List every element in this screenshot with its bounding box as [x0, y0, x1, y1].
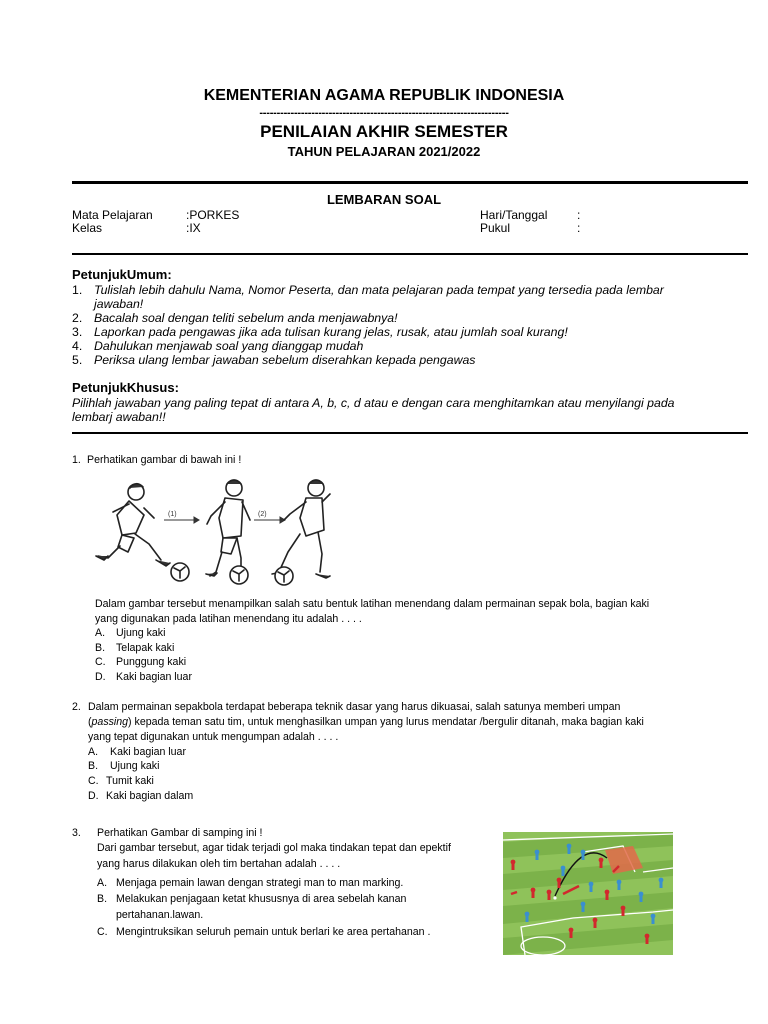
- list-number: 5.: [72, 353, 83, 367]
- option-letter: D.: [95, 671, 106, 683]
- list-number: 3.: [72, 325, 83, 339]
- special-instructions-line2: lembarj awaban!!: [72, 410, 166, 424]
- option-text: Menjaga pemain lawan dengan strategi man to man marking.: [116, 877, 404, 889]
- list-item: Dahulukan menjawab soal yang dianggap mudah: [94, 339, 364, 353]
- option-text: Kaki bagian luar: [110, 746, 186, 758]
- option-letter: A.: [97, 877, 108, 889]
- soccer-field-illustration: [503, 832, 673, 955]
- option-letter: B.: [88, 760, 99, 772]
- option-letter: C.: [97, 926, 108, 938]
- exam-title: PENILAIAN AKHIR SEMESTER: [260, 122, 508, 141]
- option-text: Mengintruksikan seluruh pemain untuk berlari ke area pertahanan .: [116, 926, 431, 938]
- time-value: :: [577, 221, 581, 235]
- class-label: Kelas: [72, 221, 103, 235]
- italic-term: passing: [91, 716, 129, 728]
- question-stem: Dari gambar tersebut, agar tidak terjadi gol maka tindakan tepat dan epektif: [97, 842, 451, 854]
- subject-label: Mata Pelajaran: [72, 208, 153, 222]
- option-letter: C.: [95, 656, 106, 668]
- special-instructions-line1: Pilihlah jawaban yang paling tepat di antara A, b, c, d atau e dengan cara menghitamkan atau menyilangi pada: [72, 396, 675, 410]
- question-stem: Dalam gambar tersebut menampilkan salah satu bentuk latihan menendang dalam permainan sepak bola, bagian kaki: [95, 598, 650, 610]
- question-number: 1.: [72, 454, 81, 466]
- option-letter: B.: [95, 642, 106, 654]
- general-instructions-title: PetunjukUmum:: [72, 267, 172, 282]
- option-letter: A.: [95, 627, 106, 639]
- question-number: 3.: [72, 827, 81, 839]
- option-text: Ujung kaki: [110, 760, 160, 772]
- header-dashes: ------------------------------------------------------------------------: [259, 107, 509, 119]
- divider-top: [72, 181, 748, 184]
- question-stem-cont: yang harus dilakukan oleh tim bertahan adalah . . . .: [97, 858, 341, 870]
- option-text: Punggung kaki: [116, 656, 187, 668]
- class-value: :IX: [186, 221, 201, 235]
- subject-value: :PORKES: [186, 208, 240, 222]
- option-text-cont: pertahanan.lawan.: [116, 909, 204, 921]
- question-stem-cont: yang digunakan pada latihan menendang itu adalah . . . .: [95, 613, 362, 625]
- option-text: Kaki bagian luar: [116, 671, 192, 683]
- list-number: 2.: [72, 311, 83, 325]
- option-text: Kaki bagian dalam: [106, 790, 194, 802]
- list-number: 4.: [72, 339, 83, 353]
- question-stem: Dalam permainan sepakbola terdapat beberapa teknik dasar yang harus dikuasai, salah satunya memberi umpan: [88, 701, 621, 713]
- sheet-title: LEMBARAN SOAL: [326, 192, 442, 207]
- ministry-title: KEMENTERIAN AGAMA REPUBLIK INDONESIA: [203, 87, 565, 104]
- option-letter: B.: [97, 893, 108, 905]
- day-label: Hari/Tanggal: [480, 208, 548, 222]
- figure-label: (2): [258, 511, 267, 518]
- list-item: Tulislah lebih dahulu Nama, Nomor Peserta, dan mata pelajaran pada tempat yang tersedia pada lembar: [94, 283, 664, 297]
- option-letter: D.: [88, 790, 99, 802]
- option-text: Tumit kaki: [106, 775, 154, 787]
- question-stem-cont: (passing) kepada teman satu tim, untuk menghasilkan umpan yang lurus mendatar /bergulir ditanah, maka bagian kaki: [88, 716, 644, 728]
- option-text: Ujung kaki: [116, 627, 166, 639]
- question-number: 2.: [72, 701, 81, 713]
- option-letter: A.: [88, 746, 99, 758]
- list-item: Laporkan pada pengawas jika ada tulisan kurang jelas, rusak, atau jumlah soal kurang!: [94, 325, 568, 339]
- kicking-sequence-illustration: [94, 474, 334, 592]
- day-value: :: [577, 208, 581, 222]
- option-letter: C.: [88, 775, 99, 787]
- time-label: Pukul: [480, 221, 511, 235]
- option-text: Melakukan penjagaan ketat khususnya di area sebelah kanan: [116, 893, 407, 905]
- question-stem-cont: yang tepat digunakan untuk mengumpan adalah . . . .: [88, 731, 339, 743]
- question-prompt: Perhatikan Gambar di samping ini !: [97, 827, 263, 839]
- list-number: 1.: [72, 283, 83, 297]
- school-year: TAHUN PELAJARAN 2021/2022: [287, 144, 481, 159]
- special-instructions-title: PetunjukKhusus:: [72, 380, 179, 395]
- question-prompt: Perhatikan gambar di bawah ini !: [87, 454, 242, 466]
- divider-info: [72, 253, 748, 255]
- list-item-cont: jawaban!: [94, 297, 144, 311]
- list-item: Periksa ulang lembar jawaban sebelum diserahkan kepada pengawas: [94, 353, 476, 367]
- divider-instructions: [72, 432, 748, 434]
- list-item: Bacalah soal dengan teliti sebelum anda menjawabnya!: [94, 311, 398, 325]
- figure-label: (1): [168, 511, 177, 518]
- option-text: Telapak kaki: [116, 642, 175, 654]
